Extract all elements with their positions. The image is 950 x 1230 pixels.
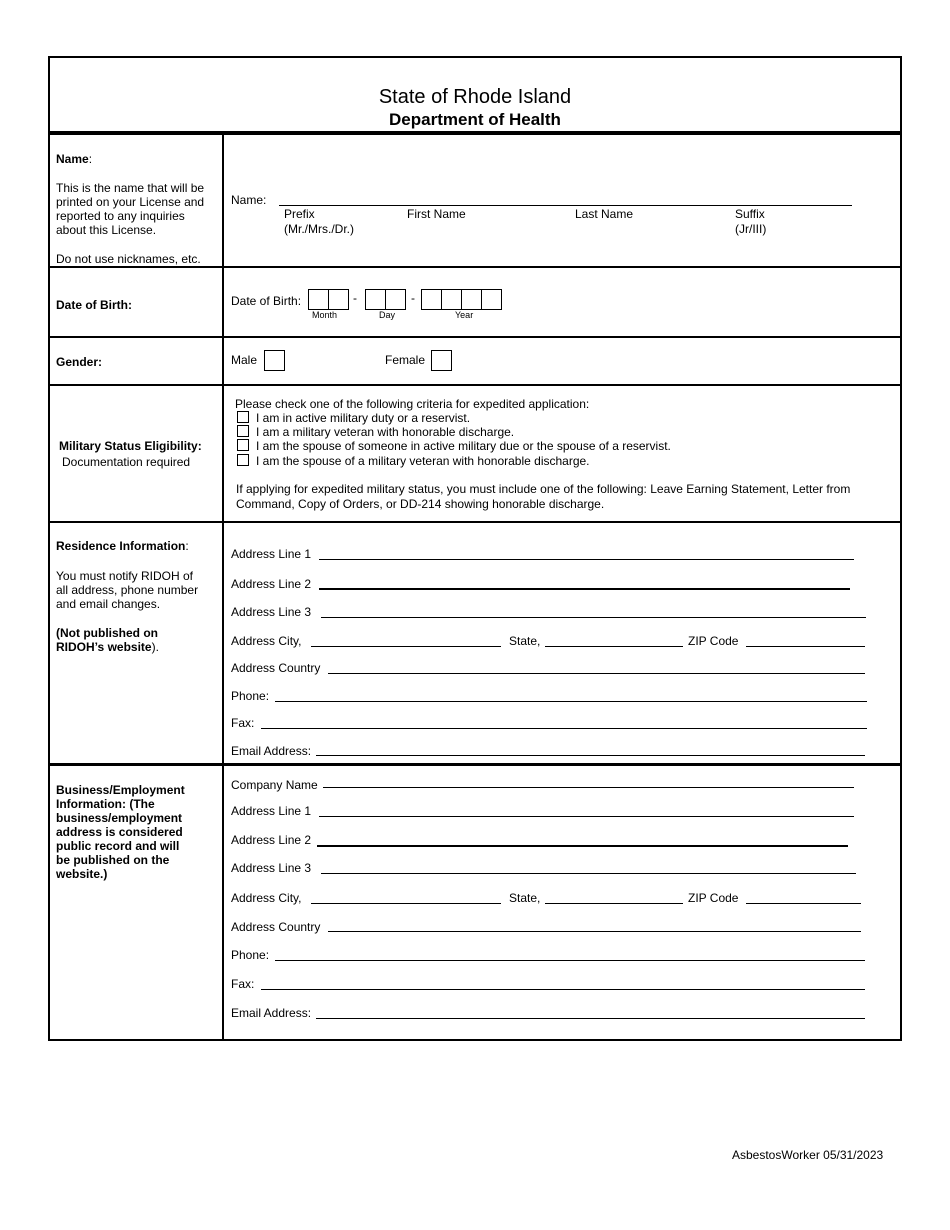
- biz-company-input[interactable]: [323, 787, 854, 788]
- res-city-label: Address City,: [231, 634, 302, 648]
- gender-side-label: Gender:: [56, 355, 103, 369]
- dob-dash: -: [411, 291, 415, 305]
- dob-field-label: Date of Birth:: [231, 294, 302, 308]
- form-id: AsbestosWorker 05/31/2023: [732, 1148, 884, 1162]
- biz-phone-label: Phone:: [231, 948, 270, 962]
- dob-day-digit-1[interactable]: [365, 289, 386, 310]
- military-option-checkbox[interactable]: [237, 425, 249, 437]
- res-email-label: Email Address:: [231, 744, 312, 758]
- res-country-label: Address Country: [231, 661, 321, 675]
- prefix-label: Prefix: [284, 207, 315, 221]
- biz-company-label: Company Name: [231, 778, 318, 792]
- female-label: Female: [385, 353, 426, 367]
- header-divider: [48, 131, 902, 135]
- suffix-hint: (Jr/III): [735, 222, 767, 236]
- biz-zip-input[interactable]: [746, 903, 861, 904]
- dob-day-caption: Day: [379, 310, 396, 320]
- first-name-label: First Name: [407, 207, 466, 221]
- name-side-text: This is the name that will be printed on your License and reported to any inquiries about this License.: [56, 181, 205, 237]
- res-address3-label: Address Line 3: [231, 605, 312, 619]
- biz-address1-label: Address Line 1: [231, 804, 312, 818]
- res-address1-label: Address Line 1: [231, 547, 312, 561]
- dob-month-digit-2[interactable]: [328, 289, 349, 310]
- military-option-label: I am a military veteran with honorable discharge.: [256, 425, 515, 439]
- res-country-input[interactable]: [328, 673, 865, 674]
- dob-side-label: Date of Birth:: [56, 298, 132, 312]
- biz-country-label: Address Country: [231, 920, 321, 934]
- prefix-hint: (Mr./Mrs./Dr.): [284, 222, 354, 236]
- page-title: State of Rhode Island: [378, 86, 572, 108]
- suffix-label: Suffix: [735, 207, 765, 221]
- name-side-label: Name:: [56, 152, 93, 166]
- biz-city-input[interactable]: [311, 903, 501, 904]
- res-state-input[interactable]: [545, 646, 683, 647]
- biz-address2-label: Address Line 2: [231, 833, 312, 847]
- residence-side-note: (Not published on RIDOH’s website).: [56, 626, 159, 654]
- residence-side-text: You must notify RIDOH of all address, phone number and email changes.: [56, 569, 199, 611]
- last-name-label: Last Name: [575, 207, 634, 221]
- biz-email-input[interactable]: [316, 1018, 865, 1019]
- dob-dash: -: [353, 291, 357, 305]
- res-fax-input[interactable]: [261, 728, 867, 729]
- military-side-label: Military Status Eligibility:: [59, 439, 202, 453]
- biz-fax-input[interactable]: [261, 989, 865, 990]
- res-city-input[interactable]: [311, 646, 501, 647]
- section-divider: [48, 266, 902, 268]
- dob-year-caption: Year: [455, 310, 474, 320]
- biz-state-label: State,: [509, 891, 541, 905]
- military-option-label: I am in active military duty or a reservist.: [256, 411, 471, 425]
- military-option-checkbox[interactable]: [237, 454, 249, 466]
- military-option-label: I am the spouse of someone in active military due or the spouse of a reservist.: [256, 439, 671, 453]
- biz-address3-input[interactable]: [321, 873, 856, 874]
- res-state-label: State,: [509, 634, 541, 648]
- female-checkbox[interactable]: [431, 350, 452, 371]
- section-divider: [48, 336, 902, 338]
- dob-month-digit-1[interactable]: [308, 289, 329, 310]
- biz-country-input[interactable]: [328, 931, 861, 932]
- biz-phone-input[interactable]: [275, 960, 865, 961]
- name-side-note: Do not use nicknames, etc.: [56, 252, 201, 266]
- biz-city-label: Address City,: [231, 891, 302, 905]
- biz-fax-label: Fax:: [231, 977, 255, 991]
- res-phone-input[interactable]: [275, 701, 867, 702]
- section-divider: [48, 384, 902, 386]
- res-address1-input[interactable]: [319, 559, 854, 560]
- dob-year-digit-4[interactable]: [481, 289, 502, 310]
- military-note-line-1: If applying for expedited military status, you must include one of the following: Leave Earning Statement, Letter from: [236, 482, 851, 496]
- dob-month-caption: Month: [312, 310, 338, 320]
- name-field-label: Name:: [231, 193, 267, 207]
- biz-address2-input[interactable]: [317, 845, 848, 847]
- business-side-text: Business/Employment Information: (The business/employment address is considered public record and will be published on the website.): [56, 783, 185, 881]
- dob-year-digit-3[interactable]: [461, 289, 482, 310]
- res-address2-label: Address Line 2: [231, 577, 312, 591]
- res-zip-label: ZIP Code: [688, 634, 739, 648]
- male-label: Male: [231, 353, 258, 367]
- res-zip-input[interactable]: [746, 646, 865, 647]
- section-divider: [48, 763, 902, 766]
- military-intro: Please check one of the following criteria for expedited application:: [235, 397, 590, 411]
- military-note-line-2: Command, Copy of Orders, or DD-214 showing honorable discharge.: [236, 497, 605, 511]
- residence-side-label: Residence Information:: [56, 539, 189, 553]
- biz-email-label: Email Address:: [231, 1006, 312, 1020]
- page-subtitle: Department of Health: [389, 110, 561, 129]
- biz-address3-label: Address Line 3: [231, 861, 312, 875]
- military-option-checkbox[interactable]: [237, 411, 249, 423]
- military-side-sub: Documentation required: [62, 455, 191, 469]
- res-email-input[interactable]: [316, 755, 865, 756]
- name-input[interactable]: [279, 205, 852, 206]
- male-checkbox[interactable]: [264, 350, 285, 371]
- biz-state-input[interactable]: [545, 903, 683, 904]
- dob-year-digit-2[interactable]: [441, 289, 462, 310]
- res-address3-input[interactable]: [321, 617, 866, 618]
- res-phone-label: Phone:: [231, 689, 270, 703]
- biz-zip-label: ZIP Code: [688, 891, 739, 905]
- column-divider: [222, 134, 224, 1040]
- res-fax-label: Fax:: [231, 716, 255, 730]
- dob-year-digit-1[interactable]: [421, 289, 442, 310]
- res-address2-input[interactable]: [319, 588, 850, 590]
- biz-address1-input[interactable]: [319, 816, 854, 817]
- section-divider: [48, 521, 902, 523]
- military-option-label: I am the spouse of a military veteran with honorable discharge.: [256, 454, 590, 468]
- dob-day-digit-2[interactable]: [385, 289, 406, 310]
- military-option-checkbox[interactable]: [237, 439, 249, 451]
